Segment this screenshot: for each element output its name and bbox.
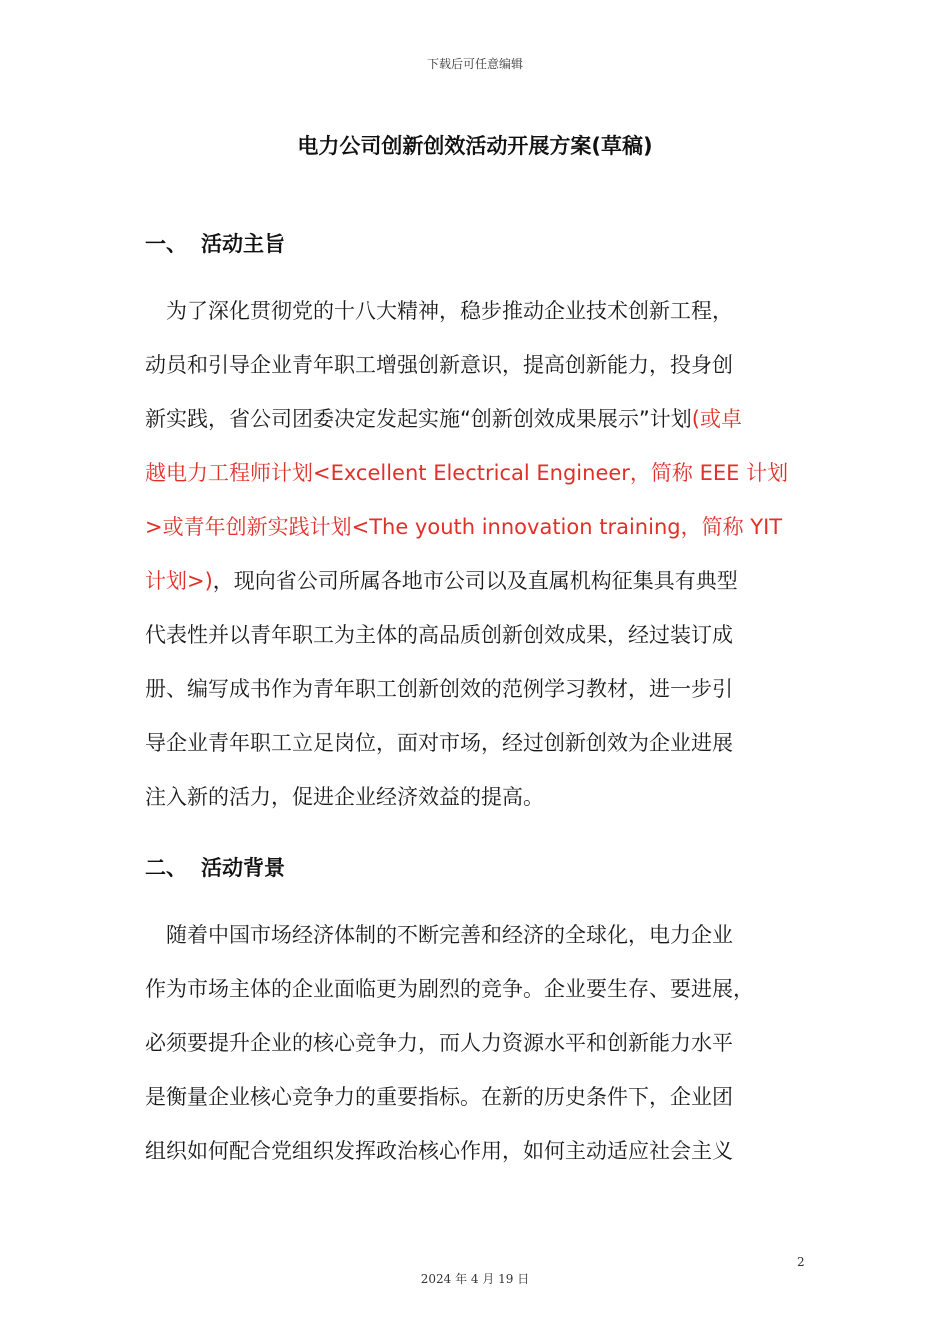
paragraph-line: 新实践，省公司团委决定发起实施“创新创效成果展示”计划(或卓 [145, 407, 742, 431]
paragraph-line: 为了深化贯彻党的十八大精神，稳步推动企业技术创新工程， [145, 299, 733, 323]
page-number: 2 [797, 1255, 805, 1269]
highlighted-text: (或卓 [691, 407, 742, 431]
paragraph-line: 代表性并以青年职工为主体的高品质创新创效成果，经过装订成 [145, 623, 733, 647]
section-heading-purpose [145, 228, 285, 258]
paragraph-line: 组织如何配合党组织发挥政治核心作用，如何主动适应社会主义 [145, 1139, 733, 1163]
paragraph-line: 册、编写成书作为青年职工创新创效的范例学习教材，进一步引 [145, 677, 733, 701]
section-heading-background [145, 852, 285, 882]
highlighted-text: >或青年创新实践计划<The youth innovation training，简称 YIT [145, 515, 783, 539]
header-note: 下载后可任意编辑 [426, 57, 523, 71]
document-title: 电力公司创新创效活动开展方案(草稿) [297, 134, 653, 158]
section-number: 一、 [145, 232, 187, 256]
paragraph-line: 动员和引导企业青年职工增强创新意识，提高创新能力，投身创 [145, 353, 733, 377]
paragraph-line: 计划>)，现向省公司所属各地市公司以及直属机构征集具有典型 [145, 569, 738, 593]
paragraph-line: 是衡量企业核心竞争力的重要指标。在新的历史条件下，企业团 [145, 1085, 733, 1109]
paragraph-line [145, 512, 782, 542]
paragraph-line: 导企业青年职工立足岗位，面对市场，经过创新创效为企业进展 [145, 731, 733, 755]
highlighted-text: 越电力工程师计划<Excellent Electrical Engineer，简称 EEE 计划 [145, 461, 789, 485]
section-title: 活动背景 [201, 856, 285, 880]
paragraph-line [145, 458, 788, 488]
paragraph-line: 注入新的活力，促进企业经济效益的提高。 [145, 785, 544, 809]
section-number: 二、 [145, 856, 187, 880]
highlighted-text: 计划>) [145, 569, 213, 593]
footer-date: 2024 年 4 月 19 日 [420, 1272, 530, 1286]
paragraph-line: 作为市场主体的企业面临更为剧烈的竞争。企业要生存、要进展， [145, 977, 754, 1001]
paragraph-line: 必须要提升企业的核心竞争力，而人力资源水平和创新能力水平 [145, 1031, 733, 1055]
paragraph-line: 随着中国市场经济体制的不断完善和经济的全球化，电力企业 [145, 923, 733, 947]
section-title: 活动主旨 [201, 232, 285, 256]
